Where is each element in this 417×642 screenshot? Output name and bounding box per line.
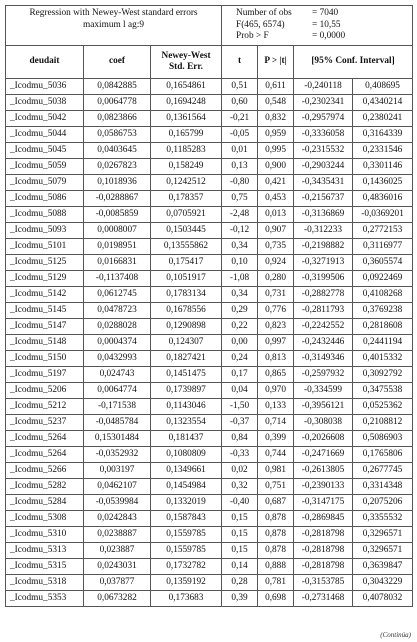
coef-cell: -0,0085859 bbox=[84, 206, 151, 222]
p-cell: 0,997 bbox=[258, 334, 294, 350]
variable-cell: _Icodmu_5042 bbox=[6, 110, 84, 126]
ci-high-cell: 0,0922469 bbox=[353, 270, 413, 286]
ci-high-cell: 0,3164339 bbox=[353, 126, 413, 142]
ci-low-cell: -0,2818798 bbox=[294, 558, 353, 574]
p-cell: 0,280 bbox=[258, 270, 294, 286]
ci-low-cell: -0,2613805 bbox=[294, 462, 353, 478]
table-row bbox=[6, 494, 413, 510]
ci-high-cell: 0,2772153 bbox=[353, 222, 413, 238]
t-cell: 0,13 bbox=[222, 158, 258, 174]
table-row bbox=[6, 462, 413, 478]
col-header-ci: [95% Conf. Interval] bbox=[294, 45, 413, 78]
col-header-coef: coef bbox=[84, 45, 151, 78]
t-cell: 0,22 bbox=[222, 318, 258, 334]
ci-low-cell: -0,3435431 bbox=[294, 174, 353, 190]
ci-low-cell: -0,3336058 bbox=[294, 126, 353, 142]
variable-cell: _Icodmu_5353 bbox=[6, 590, 84, 606]
p-cell: 0,744 bbox=[258, 446, 294, 462]
table-row bbox=[6, 526, 413, 542]
p-cell: 0,981 bbox=[258, 462, 294, 478]
ci-low-cell: -0,2818798 bbox=[294, 542, 353, 558]
coef-cell: -0,0352932 bbox=[84, 446, 151, 462]
t-cell: 0,01 bbox=[222, 142, 258, 158]
variable-cell: _Icodmu_5308 bbox=[6, 510, 84, 526]
stderr-cell: 0,1783134 bbox=[151, 286, 222, 302]
t-cell: 0,75 bbox=[222, 190, 258, 206]
coef-cell: 0,0586753 bbox=[84, 126, 151, 142]
variable-cell: _Icodmu_5125 bbox=[6, 254, 84, 270]
coef-cell: 0,0242843 bbox=[84, 510, 151, 526]
p-cell: 0,751 bbox=[258, 478, 294, 494]
t-cell: -1,50 bbox=[222, 398, 258, 414]
stat-obs bbox=[236, 8, 409, 20]
ci-high-cell: 0,3475538 bbox=[353, 382, 413, 398]
p-cell: 0,900 bbox=[258, 158, 294, 174]
table-row bbox=[6, 446, 413, 462]
table-row bbox=[6, 302, 413, 318]
variable-cell: _Icodmu_5206 bbox=[6, 382, 84, 398]
table-row bbox=[6, 126, 413, 142]
coef-cell: 0,0198951 bbox=[84, 238, 151, 254]
table-row bbox=[6, 478, 413, 494]
variable-cell: _Icodmu_5093 bbox=[6, 222, 84, 238]
coef-cell: 0,0267823 bbox=[84, 158, 151, 174]
variable-cell: _Icodmu_5038 bbox=[6, 94, 84, 110]
stat-value: = 7040 bbox=[312, 8, 339, 18]
table-row bbox=[6, 238, 413, 254]
variable-cell: _Icodmu_5150 bbox=[6, 350, 84, 366]
ci-high-cell: 0,3296571 bbox=[353, 542, 413, 558]
p-cell: 0,878 bbox=[258, 526, 294, 542]
ci-high-cell: 0,4108268 bbox=[353, 286, 413, 302]
ci-low-cell: -0,2198882 bbox=[294, 238, 353, 254]
ci-high-cell: 0,2108812 bbox=[353, 414, 413, 430]
header-block bbox=[6, 6, 413, 46]
t-cell: 0,02 bbox=[222, 462, 258, 478]
t-cell: 0,04 bbox=[222, 382, 258, 398]
ci-high-cell: -0,0369201 bbox=[353, 206, 413, 222]
stderr-cell: 0,1559785 bbox=[151, 542, 222, 558]
table-row bbox=[6, 318, 413, 334]
coef-cell: -0,0288867 bbox=[84, 190, 151, 206]
coef-cell: -0,0539984 bbox=[84, 494, 151, 510]
p-cell: 0,548 bbox=[258, 94, 294, 110]
table-row bbox=[6, 558, 413, 574]
ci-low-cell: -0,2471669 bbox=[294, 446, 353, 462]
table-row bbox=[6, 78, 413, 94]
ci-low-cell: -0,2597932 bbox=[294, 366, 353, 382]
stderr-cell: 0,1454984 bbox=[151, 478, 222, 494]
ci-high-cell: 0,1436025 bbox=[353, 174, 413, 190]
ci-low-cell: -0,2811793 bbox=[294, 302, 353, 318]
stderr-cell: 0,158249 bbox=[151, 158, 222, 174]
variable-cell: _Icodmu_5318 bbox=[6, 574, 84, 590]
variable-cell: _Icodmu_5264 bbox=[6, 446, 84, 462]
ci-low-cell: -0,3136869 bbox=[294, 206, 353, 222]
stderr-cell: 0,173683 bbox=[151, 590, 222, 606]
variable-cell: _Icodmu_5282 bbox=[6, 478, 84, 494]
t-cell: -0,12 bbox=[222, 222, 258, 238]
table-row bbox=[6, 574, 413, 590]
p-cell: 0,959 bbox=[258, 126, 294, 142]
t-cell: 0,15 bbox=[222, 526, 258, 542]
variable-cell: _Icodmu_5101 bbox=[6, 238, 84, 254]
ci-high-cell: 0,3092792 bbox=[353, 366, 413, 382]
p-cell: 0,813 bbox=[258, 350, 294, 366]
variable-cell: _Icodmu_5313 bbox=[6, 542, 84, 558]
ci-high-cell: 0,2441194 bbox=[353, 334, 413, 350]
variable-cell: _Icodmu_5266 bbox=[6, 462, 84, 478]
t-cell: 0,39 bbox=[222, 590, 258, 606]
coef-cell: 0,0166831 bbox=[84, 254, 151, 270]
stderr-cell: 0,1051917 bbox=[151, 270, 222, 286]
stderr-cell: 0,1451475 bbox=[151, 366, 222, 382]
p-cell: 0,907 bbox=[258, 222, 294, 238]
coef-cell: 0,0823866 bbox=[84, 110, 151, 126]
coef-cell: 0,0673282 bbox=[84, 590, 151, 606]
variable-cell: _Icodmu_5147 bbox=[6, 318, 84, 334]
t-cell: 0,29 bbox=[222, 302, 258, 318]
p-cell: 0,776 bbox=[258, 302, 294, 318]
ci-high-cell: 0,3639847 bbox=[353, 558, 413, 574]
t-cell: -1,08 bbox=[222, 270, 258, 286]
t-cell: 0,32 bbox=[222, 478, 258, 494]
coef-cell: 0,0008007 bbox=[84, 222, 151, 238]
table-row bbox=[6, 414, 413, 430]
ci-low-cell: -0,2242552 bbox=[294, 318, 353, 334]
table-row bbox=[6, 350, 413, 366]
t-cell: -0,80 bbox=[222, 174, 258, 190]
table-row bbox=[6, 270, 413, 286]
p-cell: 0,133 bbox=[258, 398, 294, 414]
ci-low-cell: -0,2882778 bbox=[294, 286, 353, 302]
variable-cell: _Icodmu_5088 bbox=[6, 206, 84, 222]
stderr-cell: 0,1290898 bbox=[151, 318, 222, 334]
stderr-cell: 0,175417 bbox=[151, 254, 222, 270]
table-row bbox=[6, 158, 413, 174]
p-cell: 0,714 bbox=[258, 414, 294, 430]
t-cell: 0,14 bbox=[222, 558, 258, 574]
t-cell: -0,05 bbox=[222, 126, 258, 142]
coef-cell: 0,0238887 bbox=[84, 526, 151, 542]
table-row bbox=[6, 510, 413, 526]
variable-cell: _Icodmu_5086 bbox=[6, 190, 84, 206]
stderr-cell: 0,1143046 bbox=[151, 398, 222, 414]
p-cell: 0,888 bbox=[258, 558, 294, 574]
ci-high-cell: 0,2818608 bbox=[353, 318, 413, 334]
coef-cell: 0,0403645 bbox=[84, 142, 151, 158]
ci-high-cell: 0,3314348 bbox=[353, 478, 413, 494]
stderr-cell: 0,1361564 bbox=[151, 110, 222, 126]
ci-high-cell: 0,1765806 bbox=[353, 446, 413, 462]
col-header-p: P > |t| bbox=[258, 45, 294, 78]
stderr-cell: 0,1503445 bbox=[151, 222, 222, 238]
t-cell: -0,37 bbox=[222, 414, 258, 430]
variable-cell: _Icodmu_5310 bbox=[6, 526, 84, 542]
p-cell: 0,399 bbox=[258, 430, 294, 446]
p-cell: 0,013 bbox=[258, 206, 294, 222]
p-cell: 0,924 bbox=[258, 254, 294, 270]
model-stats bbox=[222, 6, 413, 46]
table-row bbox=[6, 190, 413, 206]
p-cell: 0,698 bbox=[258, 590, 294, 606]
coef-cell: -0,1137408 bbox=[84, 270, 151, 286]
variable-cell: _Icodmu_5044 bbox=[6, 126, 84, 142]
ci-low-cell: -0,3147175 bbox=[294, 494, 353, 510]
p-cell: 0,453 bbox=[258, 190, 294, 206]
ci-low-cell: -0,2903244 bbox=[294, 158, 353, 174]
ci-high-cell: 0,3769238 bbox=[353, 302, 413, 318]
coef-cell: 0,1018936 bbox=[84, 174, 151, 190]
variable-cell: _Icodmu_5129 bbox=[6, 270, 84, 286]
ci-low-cell: -0,334599 bbox=[294, 382, 353, 398]
max-lag: maximum l ag:9 bbox=[83, 19, 144, 30]
table-row bbox=[6, 590, 413, 606]
coef-cell: 0,0612745 bbox=[84, 286, 151, 302]
coef-cell: 0,0064774 bbox=[84, 382, 151, 398]
ci-high-cell: 0,4015332 bbox=[353, 350, 413, 366]
ci-high-cell: 0,3355532 bbox=[353, 510, 413, 526]
t-cell: 0,34 bbox=[222, 286, 258, 302]
model-title: Regression with Newey-West standard errors bbox=[29, 8, 198, 18]
stderr-cell: 0,1349661 bbox=[151, 462, 222, 478]
ci-low-cell: -0,3149346 bbox=[294, 350, 353, 366]
ci-high-cell: 0,3043229 bbox=[353, 574, 413, 590]
variable-cell: _Icodmu_5284 bbox=[6, 494, 84, 510]
variable-cell: _Icodmu_5145 bbox=[6, 302, 84, 318]
table-row bbox=[6, 110, 413, 126]
table-body bbox=[6, 78, 413, 606]
table-row bbox=[6, 334, 413, 350]
coef-cell: 0,024743 bbox=[84, 366, 151, 382]
ci-high-cell: 0,0525362 bbox=[353, 398, 413, 414]
t-cell: 0,10 bbox=[222, 254, 258, 270]
stderr-cell: 0,1559785 bbox=[151, 526, 222, 542]
coef-cell: 0,0462107 bbox=[84, 478, 151, 494]
ci-high-cell: 0,2677745 bbox=[353, 462, 413, 478]
coef-cell: 0,0478723 bbox=[84, 302, 151, 318]
ci-high-cell: 0,2331546 bbox=[353, 142, 413, 158]
table-row bbox=[6, 222, 413, 238]
table-row bbox=[6, 430, 413, 446]
ci-low-cell: -0,3956121 bbox=[294, 398, 353, 414]
stat-value: = 0,0000 bbox=[312, 31, 346, 41]
ci-high-cell: 0,2075206 bbox=[353, 494, 413, 510]
ci-high-cell: 0,4078032 bbox=[353, 590, 413, 606]
coef-cell: 0,023887 bbox=[84, 542, 151, 558]
t-cell: 0,60 bbox=[222, 94, 258, 110]
t-cell: 0,51 bbox=[222, 78, 258, 94]
t-cell: 0,17 bbox=[222, 366, 258, 382]
ci-low-cell: -0,312233 bbox=[294, 222, 353, 238]
continued-note: (Continúa) bbox=[380, 631, 411, 639]
col-header-stderr: Newey-West Std. Err. bbox=[151, 45, 222, 78]
ci-low-cell: -0,2731468 bbox=[294, 590, 353, 606]
stat-label: Prob > F bbox=[236, 31, 269, 41]
t-cell: -0,40 bbox=[222, 494, 258, 510]
ci-low-cell: -0,2026608 bbox=[294, 430, 353, 446]
table-row bbox=[6, 254, 413, 270]
col-header-t: t bbox=[222, 45, 258, 78]
table-row bbox=[6, 142, 413, 158]
variable-cell: _Icodmu_5142 bbox=[6, 286, 84, 302]
variable-cell: _Icodmu_5079 bbox=[6, 174, 84, 190]
stderr-cell: 0,0705921 bbox=[151, 206, 222, 222]
stderr-cell: 0,1323554 bbox=[151, 414, 222, 430]
t-cell: 0,00 bbox=[222, 334, 258, 350]
variable-cell: _Icodmu_5148 bbox=[6, 334, 84, 350]
variable-cell: _Icodmu_5059 bbox=[6, 158, 84, 174]
coef-cell: -0,171538 bbox=[84, 398, 151, 414]
table-row bbox=[6, 286, 413, 302]
t-cell: -2,48 bbox=[222, 206, 258, 222]
ci-low-cell: -0,240118 bbox=[294, 78, 353, 94]
ci-low-cell: -0,2957974 bbox=[294, 110, 353, 126]
stderr-cell: 0,181437 bbox=[151, 430, 222, 446]
ci-high-cell: 0,3605574 bbox=[353, 254, 413, 270]
ci-low-cell: -0,2818798 bbox=[294, 526, 353, 542]
stderr-cell: 0,1732782 bbox=[151, 558, 222, 574]
ci-low-cell: -0,308038 bbox=[294, 414, 353, 430]
t-cell: 0,28 bbox=[222, 574, 258, 590]
ci-low-cell: -0,3271913 bbox=[294, 254, 353, 270]
coef-cell: 0,0004374 bbox=[84, 334, 151, 350]
p-cell: 0,970 bbox=[258, 382, 294, 398]
ci-low-cell: -0,3199506 bbox=[294, 270, 353, 286]
col-header-variable: deudait bbox=[6, 45, 84, 78]
ci-low-cell: -0,3153785 bbox=[294, 574, 353, 590]
stderr-cell: 0,1359192 bbox=[151, 574, 222, 590]
stat-f bbox=[236, 20, 409, 32]
variable-cell: _Icodmu_5045 bbox=[6, 142, 84, 158]
stderr-cell: 0,1739897 bbox=[151, 382, 222, 398]
stat-value: = 10,55 bbox=[312, 19, 341, 30]
ci-high-cell: 0,408695 bbox=[353, 78, 413, 94]
ci-low-cell: -0,2869845 bbox=[294, 510, 353, 526]
stderr-cell: 0,1654861 bbox=[151, 78, 222, 94]
table-row bbox=[6, 542, 413, 558]
p-cell: 0,878 bbox=[258, 542, 294, 558]
coef-cell: 0,15301484 bbox=[84, 430, 151, 446]
ci-low-cell: -0,2315532 bbox=[294, 142, 353, 158]
coef-cell: 0,0243031 bbox=[84, 558, 151, 574]
p-cell: 0,878 bbox=[258, 510, 294, 526]
stderr-cell: 0,1332019 bbox=[151, 494, 222, 510]
regression-table bbox=[5, 5, 413, 607]
p-cell: 0,611 bbox=[258, 78, 294, 94]
ci-high-cell: 0,5086903 bbox=[353, 430, 413, 446]
variable-cell: _Icodmu_5315 bbox=[6, 558, 84, 574]
t-cell: -0,33 bbox=[222, 446, 258, 462]
t-cell: -0,21 bbox=[222, 110, 258, 126]
p-cell: 0,823 bbox=[258, 318, 294, 334]
variable-cell: _Icodmu_5197 bbox=[6, 366, 84, 382]
t-cell: 0,24 bbox=[222, 350, 258, 366]
ci-low-cell: -0,2302341 bbox=[294, 94, 353, 110]
table-row bbox=[6, 174, 413, 190]
table-row bbox=[6, 366, 413, 382]
column-headers bbox=[6, 45, 413, 78]
table-row bbox=[6, 382, 413, 398]
ci-high-cell: 0,3116977 bbox=[353, 238, 413, 254]
regression-output bbox=[5, 5, 412, 607]
ci-high-cell: 0,4836016 bbox=[353, 190, 413, 206]
stderr-cell: 0,1587843 bbox=[151, 510, 222, 526]
stderr-cell: 0,1242512 bbox=[151, 174, 222, 190]
stderr-cell: 0,1827421 bbox=[151, 350, 222, 366]
ci-high-cell: 0,2380241 bbox=[353, 110, 413, 126]
p-cell: 0,865 bbox=[258, 366, 294, 382]
stderr-cell: 0,1694248 bbox=[151, 94, 222, 110]
table-row bbox=[6, 94, 413, 110]
p-cell: 0,731 bbox=[258, 286, 294, 302]
stat-label: Number of obs bbox=[236, 8, 292, 18]
ci-high-cell: 0,3296571 bbox=[353, 526, 413, 542]
stderr-cell: 0,1185283 bbox=[151, 142, 222, 158]
ci-low-cell: -0,2390133 bbox=[294, 478, 353, 494]
variable-cell: _Icodmu_5036 bbox=[6, 78, 84, 94]
t-cell: 0,15 bbox=[222, 510, 258, 526]
stat-label: F(465, 6574) bbox=[236, 19, 285, 30]
ci-low-cell: -0,2156737 bbox=[294, 190, 353, 206]
p-cell: 0,687 bbox=[258, 494, 294, 510]
coef-cell: 0,003197 bbox=[84, 462, 151, 478]
coef-cell: 0,0064778 bbox=[84, 94, 151, 110]
t-cell: 0,84 bbox=[222, 430, 258, 446]
variable-cell: _Icodmu_5237 bbox=[6, 414, 84, 430]
p-cell: 0,832 bbox=[258, 110, 294, 126]
stderr-cell: 0,1678556 bbox=[151, 302, 222, 318]
coef-cell: 0,0842885 bbox=[84, 78, 151, 94]
variable-cell: _Icodmu_5264 bbox=[6, 430, 84, 446]
p-cell: 0,421 bbox=[258, 174, 294, 190]
p-cell: 0,735 bbox=[258, 238, 294, 254]
stderr-cell: 0,124307 bbox=[151, 334, 222, 350]
ci-high-cell: 0,3301146 bbox=[353, 158, 413, 174]
ci-high-cell: 0,4340214 bbox=[353, 94, 413, 110]
coef-cell: -0,0485784 bbox=[84, 414, 151, 430]
table-row bbox=[6, 206, 413, 222]
t-cell: 0,15 bbox=[222, 542, 258, 558]
model-description bbox=[6, 6, 222, 46]
coef-cell: 0,037877 bbox=[84, 574, 151, 590]
variable-cell: _Icodmu_5212 bbox=[6, 398, 84, 414]
stat-prob bbox=[236, 31, 409, 43]
stderr-cell: 0,165799 bbox=[151, 126, 222, 142]
stderr-cell: 0,1080809 bbox=[151, 446, 222, 462]
ci-low-cell: -0,2432446 bbox=[294, 334, 353, 350]
coef-cell: 0,0288028 bbox=[84, 318, 151, 334]
p-cell: 0,995 bbox=[258, 142, 294, 158]
p-cell: 0,781 bbox=[258, 574, 294, 590]
stderr-cell: 0,178357 bbox=[151, 190, 222, 206]
table-row bbox=[6, 398, 413, 414]
stderr-cell: 0,13555862 bbox=[151, 238, 222, 254]
t-cell: 0,34 bbox=[222, 238, 258, 254]
coef-cell: 0,0432993 bbox=[84, 350, 151, 366]
